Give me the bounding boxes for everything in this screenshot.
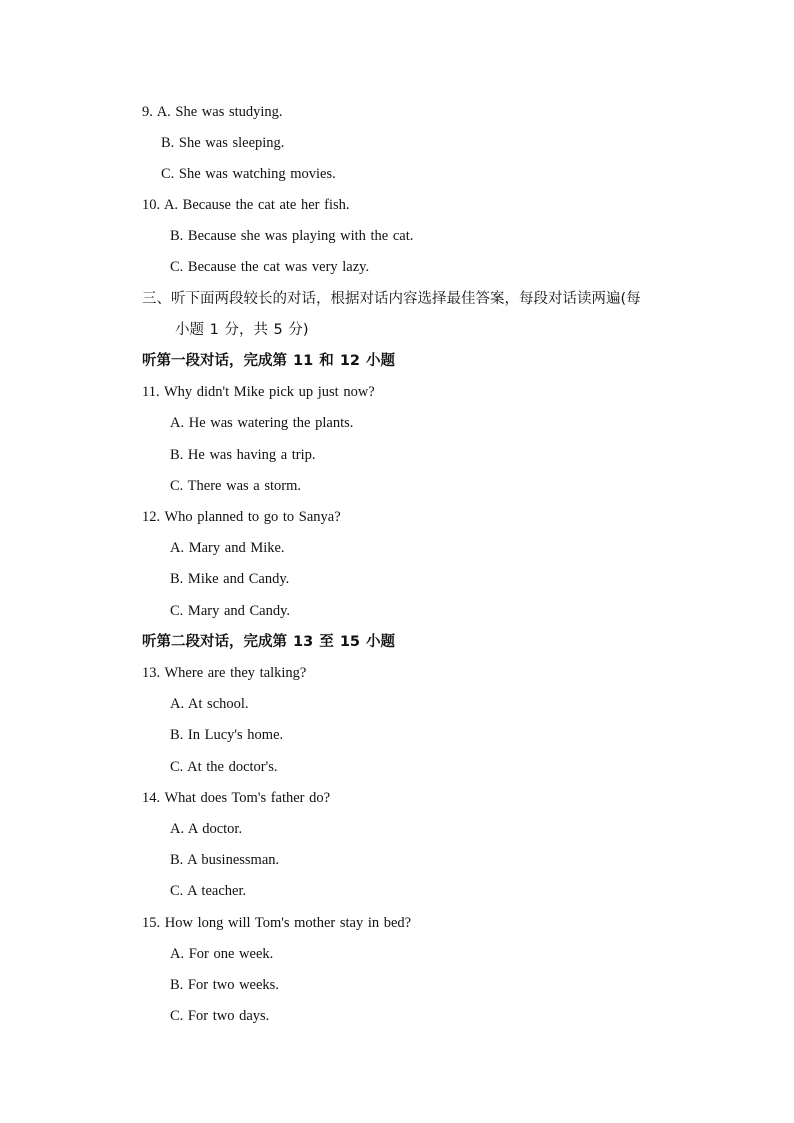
q14-option-c: C. A teacher. (170, 883, 247, 899)
q12-option-b: B. Mike and Candy. (170, 571, 290, 587)
q11-option-a: A. He was watering the plants. (170, 415, 354, 431)
q13-option-c: C. At the doctor's. (170, 759, 278, 775)
q10-option-c: C. Because the cat was very lazy. (170, 259, 370, 275)
dialog-1-heading: 听第一段对话，完成第 11 和 12 小题 (142, 353, 396, 369)
q10-option-b: B. Because she was playing with the cat. (170, 228, 414, 244)
q13-option-b: B. In Lucy's home. (170, 727, 284, 743)
q15-option-b: B. For two weeks. (170, 977, 279, 993)
q11-option-b: B. He was having a trip. (170, 447, 316, 463)
q13-option-a: A. At school. (170, 696, 249, 712)
q9-option-b: B. She was sleeping. (161, 135, 285, 151)
section-3-title: 三、听下面两段较长的对话，根据对话内容选择最佳答案，每段对话读两遍(每 (142, 291, 641, 307)
q13-question: 13. Where are they talking? (142, 665, 307, 681)
q12-option-a: A. Mary and Mike. (170, 540, 285, 556)
q9-option-a: 9. A. She was studying. (142, 104, 283, 120)
q12-option-c: C. Mary and Candy. (170, 603, 291, 619)
q11-option-c: C. There was a storm. (170, 478, 301, 494)
section-3-title-cont: 小题 1 分，共 5 分) (175, 322, 309, 338)
q14-question: 14. What does Tom's father do? (142, 790, 331, 806)
q15-question: 15. How long will Tom's mother stay in bed? (142, 915, 412, 931)
q14-option-b: B. A businessman. (170, 852, 280, 868)
dialog-2-heading: 听第二段对话，完成第 13 至 15 小题 (142, 634, 396, 650)
q11-question: 11. Why didn't Mike pick up just now? (142, 384, 375, 400)
q15-option-a: A. For one week. (170, 946, 274, 962)
q10-option-a: 10. A. Because the cat ate her fish. (142, 197, 350, 213)
q15-option-c: C. For two days. (170, 1008, 270, 1024)
q9-option-c: C. She was watching movies. (161, 166, 336, 182)
q12-question: 12. Who planned to go to Sanya? (142, 509, 341, 525)
q14-option-a: A. A doctor. (170, 821, 243, 837)
